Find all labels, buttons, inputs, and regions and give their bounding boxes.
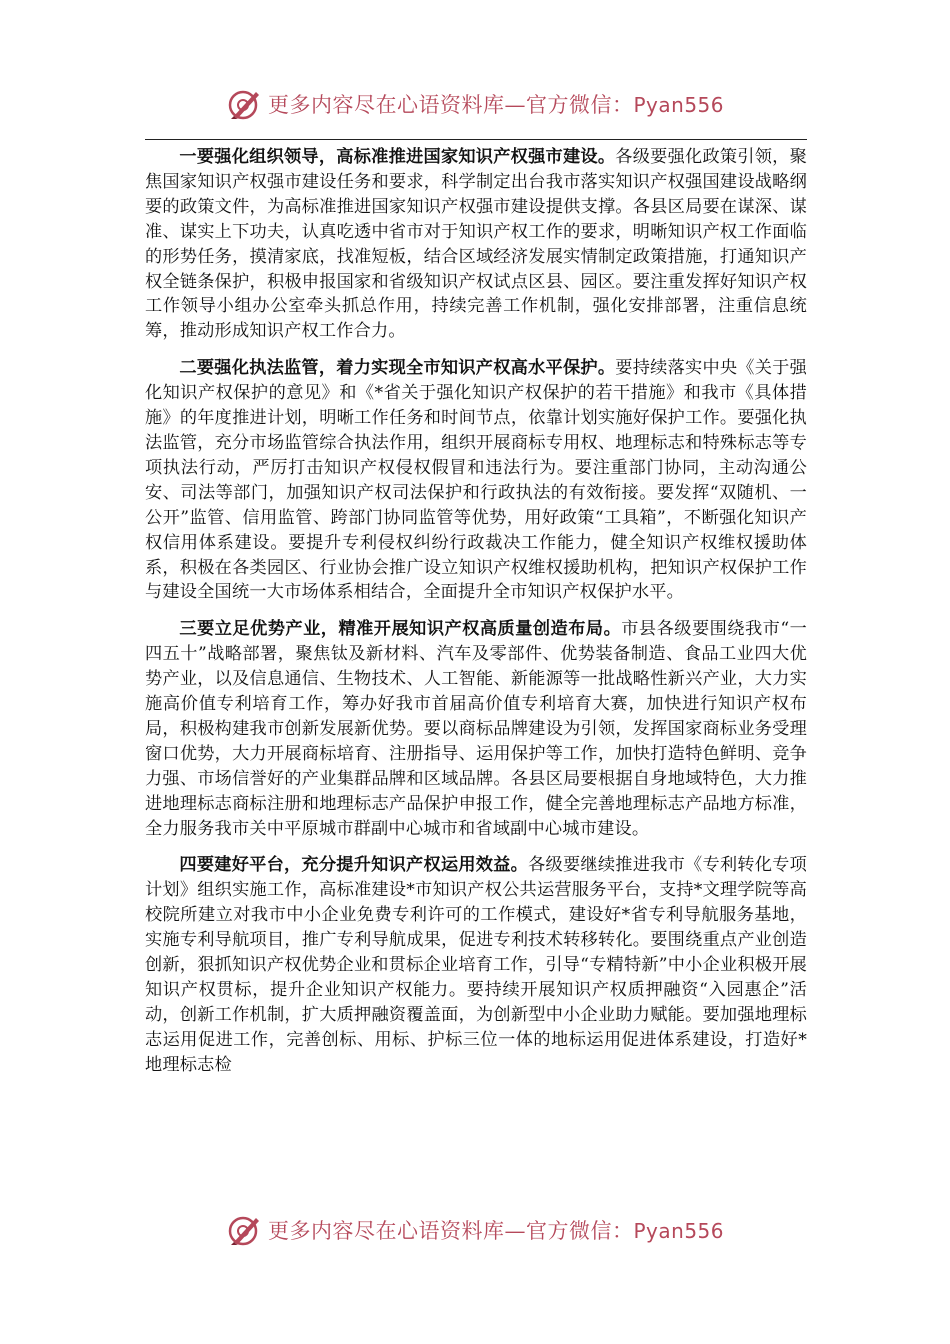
wechat-id: Pyan556 <box>633 93 724 117</box>
pen-in-circle-icon <box>226 86 262 122</box>
header-banner <box>0 82 950 126</box>
paragraph-lead: 三要立足优势产业，精准开展知识产权高质量创造布局。 <box>179 619 622 640</box>
paragraph-lead: 一要强化组织领导，高标准推进国家知识产权强市建设。 <box>179 147 616 167</box>
document-body <box>145 145 807 1090</box>
paragraph-text: 要持续落实中央《关于强化知识产权保护的意见》和《*省关于强化知识产权保护的若干措施》和我市《具体措施》的年度推进计划，明晰工作任务和时间节点，依靠计划实施好保护工作。要强化执法监管，充分市场监管综合执法作用，组织开展商标专用权、地理标志和特殊标志等专项执法行动，严厉打击知识产权侵权假冒和违法行为。要注重部门协同，主动沟通公安、司法等部门，加强知识产权司法保护和行政执法的有效衔接。要发挥“双随机、一公开”监管、信用监管、跨部门协同监管等优势，用好政策“工具箱”，不断强化知识产权信用体系建设。要提升专利侵权纠纷行政裁决工作能力，健全知识产权维权援助体系，积极在各类园区、行业协会推广设立知识产权维权援助机构，把知识产权保护工作与建设全国统一大市场体系相结合，全面提升全市知识产权保护水平。 <box>145 358 807 603</box>
header-divider <box>145 139 807 140</box>
paragraph-2 <box>145 356 807 605</box>
paragraph-text: 各级要继续推进我市《专利转化专项计划》组织实施工作，高标准建设*市知识产权公共运营服务平台，支持*文理学院等高校院所建立对我市中小企业免费专利许可的工作模式，建设好*省专利导航服务基地，实施专利导航项目，推广专利导航成果，促进专利技术转移转化。要围绕重点产业创造创新，狠抓知识产权优势企业和贯标企业培育工作，引导“专精特新”中小企业积极开展知识产权贯标，提升企业知识产权能力。要持续开展知识产权质押融资“入园惠企”活动，创新工作机制，扩大质押融资覆盖面，为创新型中小企业助力赋能。要加强地理标志运用促进工作，完善创标、用标、护标三位一体的地标运用促进体系建设，打造好*地理标志检 <box>145 855 807 1075</box>
header-banner-content <box>226 86 724 122</box>
paragraph-lead: 四要建好平台，充分提升知识产权运用效益。 <box>179 855 529 876</box>
footer-banner-content <box>226 1212 724 1248</box>
paragraph-4 <box>145 853 807 1077</box>
paragraph-text: 市县各级要围绕我市“一四五十”战略部署，聚焦钛及新材料、汽车及零部件、优势装备制造、食品工业四大优势产业，以及信息通信、生物技术、人工智能、新能源等一批战略性新兴产业，大力实施高价值专利培育工作，筹办好我市首届高价值专利培育大赛，加快进行知识产权布局，积极构建我市创新发展新优势。要以商标品牌建设为引领，发挥国家商标业务受理窗口优势，大力开展商标培育、注册指导、运用保护等工作，加快打造特色鲜明、竞争力强、市场信誉好的产业集群品牌和区域品牌。各县区局要根据自身地域特色，大力推进地理标志商标注册和地理标志产品保护申报工作，健全完善地理标志产品地方标准，全力服务我市关中平原城市群副中心城市和省域副中心城市建设。 <box>145 619 807 839</box>
paragraph-1 <box>145 145 807 344</box>
pen-in-circle-icon <box>226 1212 262 1248</box>
paragraph-3 <box>145 617 807 841</box>
footer-banner-text: 更多内容尽在心语资料库—官方微信：Pyan556 <box>267 1219 724 1243</box>
wechat-id: Pyan556 <box>633 1219 724 1243</box>
header-banner-text: 更多内容尽在心语资料库—官方微信：Pyan556 <box>267 93 724 117</box>
footer-banner <box>0 1208 950 1252</box>
paragraph-text: 各级要强化政策引领，聚焦国家知识产权强市建设任务和要求，科学制定出台我市落实知识产权强国建设战略纲要的政策文件，为高标准推进国家知识产权强市建设提供支撑。各县区局要在谋深、谋准、谋实上下功夫，认真吃透中省市对于知识产权工作的要求，明晰知识产权工作面临的形势任务，摸清家底，找准短板，结合区域经济发展实情制定政策措施，打通知识产权全链条保护，积极申报国家和省级知识产权试点区县、园区。要注重发挥好知识产权工作领导小组办公室牵头抓总作用，持续完善工作机制，强化安排部署，注重信息统筹，推动形成知识产权工作合力。 <box>145 147 807 342</box>
paragraph-lead: 二要强化执法监管，着力实现全市知识产权高水平保护。 <box>179 358 616 379</box>
